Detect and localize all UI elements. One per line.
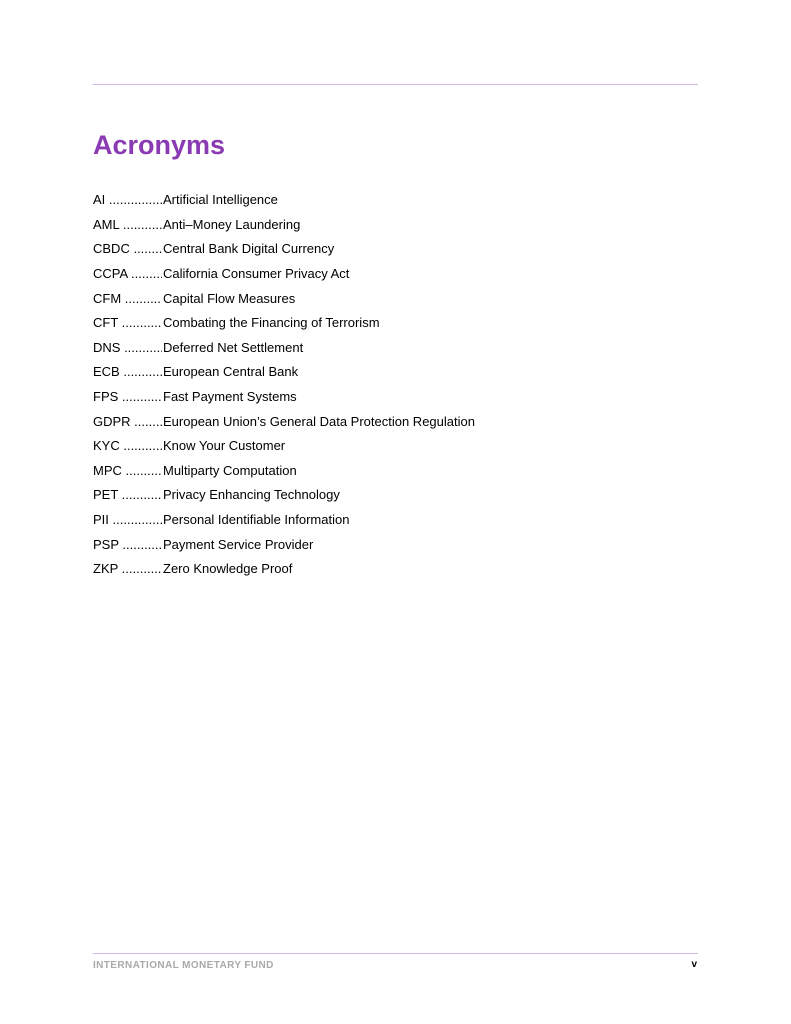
acronym-term — [93, 265, 162, 283]
dot-leader — [118, 389, 162, 404]
dot-leader — [109, 512, 162, 527]
acronym-definition: Anti–Money Laundering — [163, 216, 301, 232]
dot-leader — [120, 364, 162, 379]
acronym-definition: Payment Service Provider — [163, 536, 314, 552]
acronym-term — [93, 462, 162, 480]
acronym-row — [93, 557, 475, 582]
acronym-term — [93, 560, 162, 578]
page-title: Acronyms — [93, 130, 226, 160]
acronym-abbr: CFM — [93, 290, 122, 306]
acronym-row — [93, 237, 475, 262]
dot-leader — [122, 463, 162, 478]
dot-leader — [118, 487, 162, 502]
acronym-abbr: CFT — [93, 315, 119, 331]
acronym-definition: Zero Knowledge Proof — [163, 561, 293, 577]
header-rule — [93, 84, 698, 85]
acronym-row — [93, 188, 475, 213]
dot-leader — [131, 414, 162, 429]
acronym-term — [93, 339, 162, 357]
acronym-row — [93, 483, 475, 508]
acronym-definition: Combating the Financing of Terrorism — [163, 315, 380, 331]
acronym-term — [93, 216, 162, 234]
acronym-definition: Central Bank Digital Currency — [163, 241, 335, 257]
acronym-row — [93, 459, 475, 484]
acronym-term — [93, 486, 162, 504]
acronym-abbr: KYC — [93, 438, 120, 454]
acronym-term — [93, 290, 162, 308]
footer-organization: INTERNATIONAL MONETARY FUND — [93, 960, 274, 971]
acronym-definition: European Union’s General Data Protection Regulation — [163, 413, 475, 429]
acronym-term — [93, 511, 162, 529]
acronym-definition: European Central Bank — [163, 364, 299, 380]
acronym-term — [93, 191, 162, 209]
acronym-definition: Know Your Customer — [163, 438, 286, 454]
acronym-definition: Multiparty Computation — [163, 462, 297, 478]
acronym-abbr: FPS — [93, 389, 119, 405]
acronym-definition: Privacy Enhancing Technology — [163, 487, 340, 503]
acronym-abbr: AI — [93, 192, 106, 208]
acronym-definition: Personal Identifiable Information — [163, 512, 350, 528]
dot-leader — [105, 192, 162, 207]
acronym-definition: California Consumer Privacy Act — [163, 266, 350, 282]
acronym-term — [93, 388, 162, 406]
acronym-term — [93, 437, 162, 455]
acronym-abbr: PII — [93, 512, 109, 528]
acronym-definition: Capital Flow Measures — [163, 290, 296, 306]
acronym-row — [93, 409, 475, 434]
acronym-term — [93, 413, 162, 431]
acronym-row — [93, 213, 475, 238]
acronym-row — [93, 385, 475, 410]
acronym-row — [93, 508, 475, 533]
acronym-term — [93, 314, 162, 332]
dot-leader — [119, 537, 162, 552]
acronym-definition: Deferred Net Settlement — [163, 339, 304, 355]
acronym-row — [93, 532, 475, 557]
page-number: v — [691, 959, 697, 970]
acronym-row — [93, 336, 475, 361]
acronym-abbr: CCPA — [93, 266, 128, 282]
acronym-abbr: PET — [93, 487, 119, 503]
acronym-row — [93, 434, 475, 459]
acronym-row — [93, 286, 475, 311]
footer-rule — [93, 953, 698, 954]
dot-leader — [121, 291, 162, 306]
acronym-term — [93, 240, 162, 258]
acronym-abbr: ZKP — [93, 561, 119, 577]
acronym-definition: Fast Payment Systems — [163, 389, 297, 405]
dot-leader — [118, 561, 162, 576]
acronym-row — [93, 311, 475, 336]
dot-leader — [130, 241, 162, 256]
acronym-term — [93, 363, 162, 381]
acronym-abbr: CBDC — [93, 241, 130, 257]
acronym-definition: Artificial Intelligence — [163, 192, 278, 208]
acronym-abbr: AML — [93, 216, 120, 232]
acronym-row — [93, 262, 475, 287]
dot-leader — [119, 217, 162, 232]
acronym-abbr: GDPR — [93, 413, 131, 429]
acronym-abbr: DNS — [93, 339, 121, 355]
acronym-abbr: ECB — [93, 364, 120, 380]
acronym-list — [93, 188, 475, 582]
dot-leader — [127, 266, 162, 281]
acronym-abbr: MPC — [93, 462, 122, 478]
acronym-abbr: PSP — [93, 536, 119, 552]
acronym-term — [93, 536, 162, 554]
acronym-row — [93, 360, 475, 385]
dot-leader — [118, 315, 162, 330]
dot-leader — [120, 340, 162, 355]
dot-leader — [120, 438, 162, 453]
